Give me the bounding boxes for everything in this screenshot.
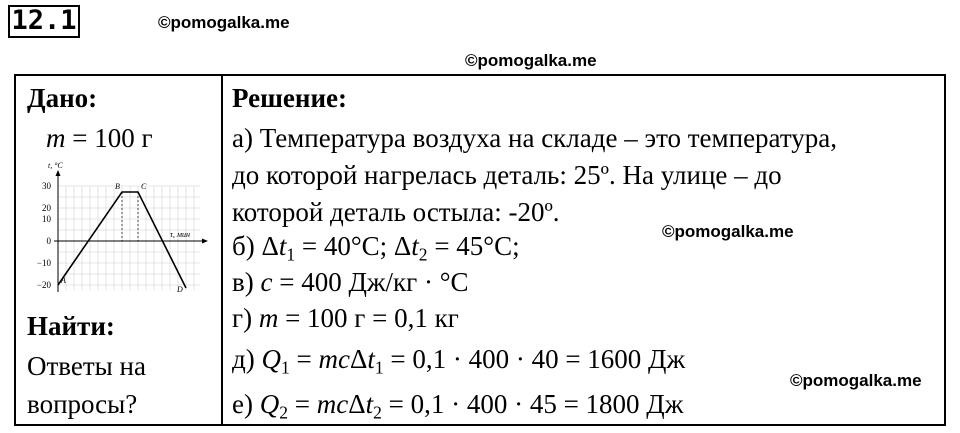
solution-header: Решение:: [232, 83, 347, 113]
graph-tick-label: 30: [42, 181, 51, 191]
graph-tick-label: −10: [36, 258, 51, 268]
solution-line-e: д) $Q_1 = mc\Delta t_1 = 0,1 \cdot 400 \cdot 40 = 1600$ Дж: [232, 344, 686, 378]
solution-line-b: б) $\Delta t_1 = 40^\circ C$; $\Delta t_2 = 45^\circ C$;: [232, 231, 520, 265]
graph-t-axis-label: t, °C: [48, 162, 63, 170]
graph-tick-label: −20: [36, 280, 51, 290]
watermark: ©pomogalka.me: [465, 51, 597, 70]
solution-line-a: которой деталь остыла: -20º.: [232, 197, 560, 227]
graph-time-axis-arrow: [202, 239, 208, 244]
watermark: ©pomogalka.me: [158, 13, 290, 32]
given-header: Дано:: [27, 83, 98, 113]
graph-time-axis-label: τ, мин: [170, 230, 190, 239]
temperature-time-graph: [24, 162, 214, 298]
graph-point-a: A: [61, 276, 66, 285]
find-text-line1: Ответы на: [27, 351, 146, 381]
graph-tick-label: 0: [46, 236, 51, 246]
find-header: Найти:: [27, 311, 115, 341]
column-divider: [221, 74, 223, 426]
solution-line-c: в) c = 400 Дж/кг · °C: [232, 267, 469, 297]
graph-t-axis-arrow: [56, 170, 61, 176]
solution-line-d: г) m = 100 г = 0,1 кг: [232, 303, 459, 333]
graph-tick-label: 20: [42, 203, 51, 213]
graph-tick-label: 10: [42, 214, 51, 224]
problem-number: 12.1: [8, 5, 80, 38]
solution-line-f: е) $Q_2 = mc\Delta t_2 = 0,1 \cdot 400 \cdot 45 = 1800$ Дж: [232, 389, 684, 423]
given-mass: m = 100 г: [46, 123, 153, 153]
solution-line-a: до которой нагрелась деталь: 25º. На улице – до: [232, 160, 782, 190]
graph-point-d: D: [177, 285, 183, 294]
solution-line-a: а) Температура воздуха на складе – это температура,: [232, 123, 838, 153]
watermark: ©pomogalka.me: [790, 371, 922, 390]
graph-point-b: B: [115, 182, 120, 191]
find-text-line2: вопросы?: [27, 389, 138, 419]
watermark: ©pomogalka.me: [662, 222, 794, 241]
graph-point-c: C: [141, 182, 147, 191]
